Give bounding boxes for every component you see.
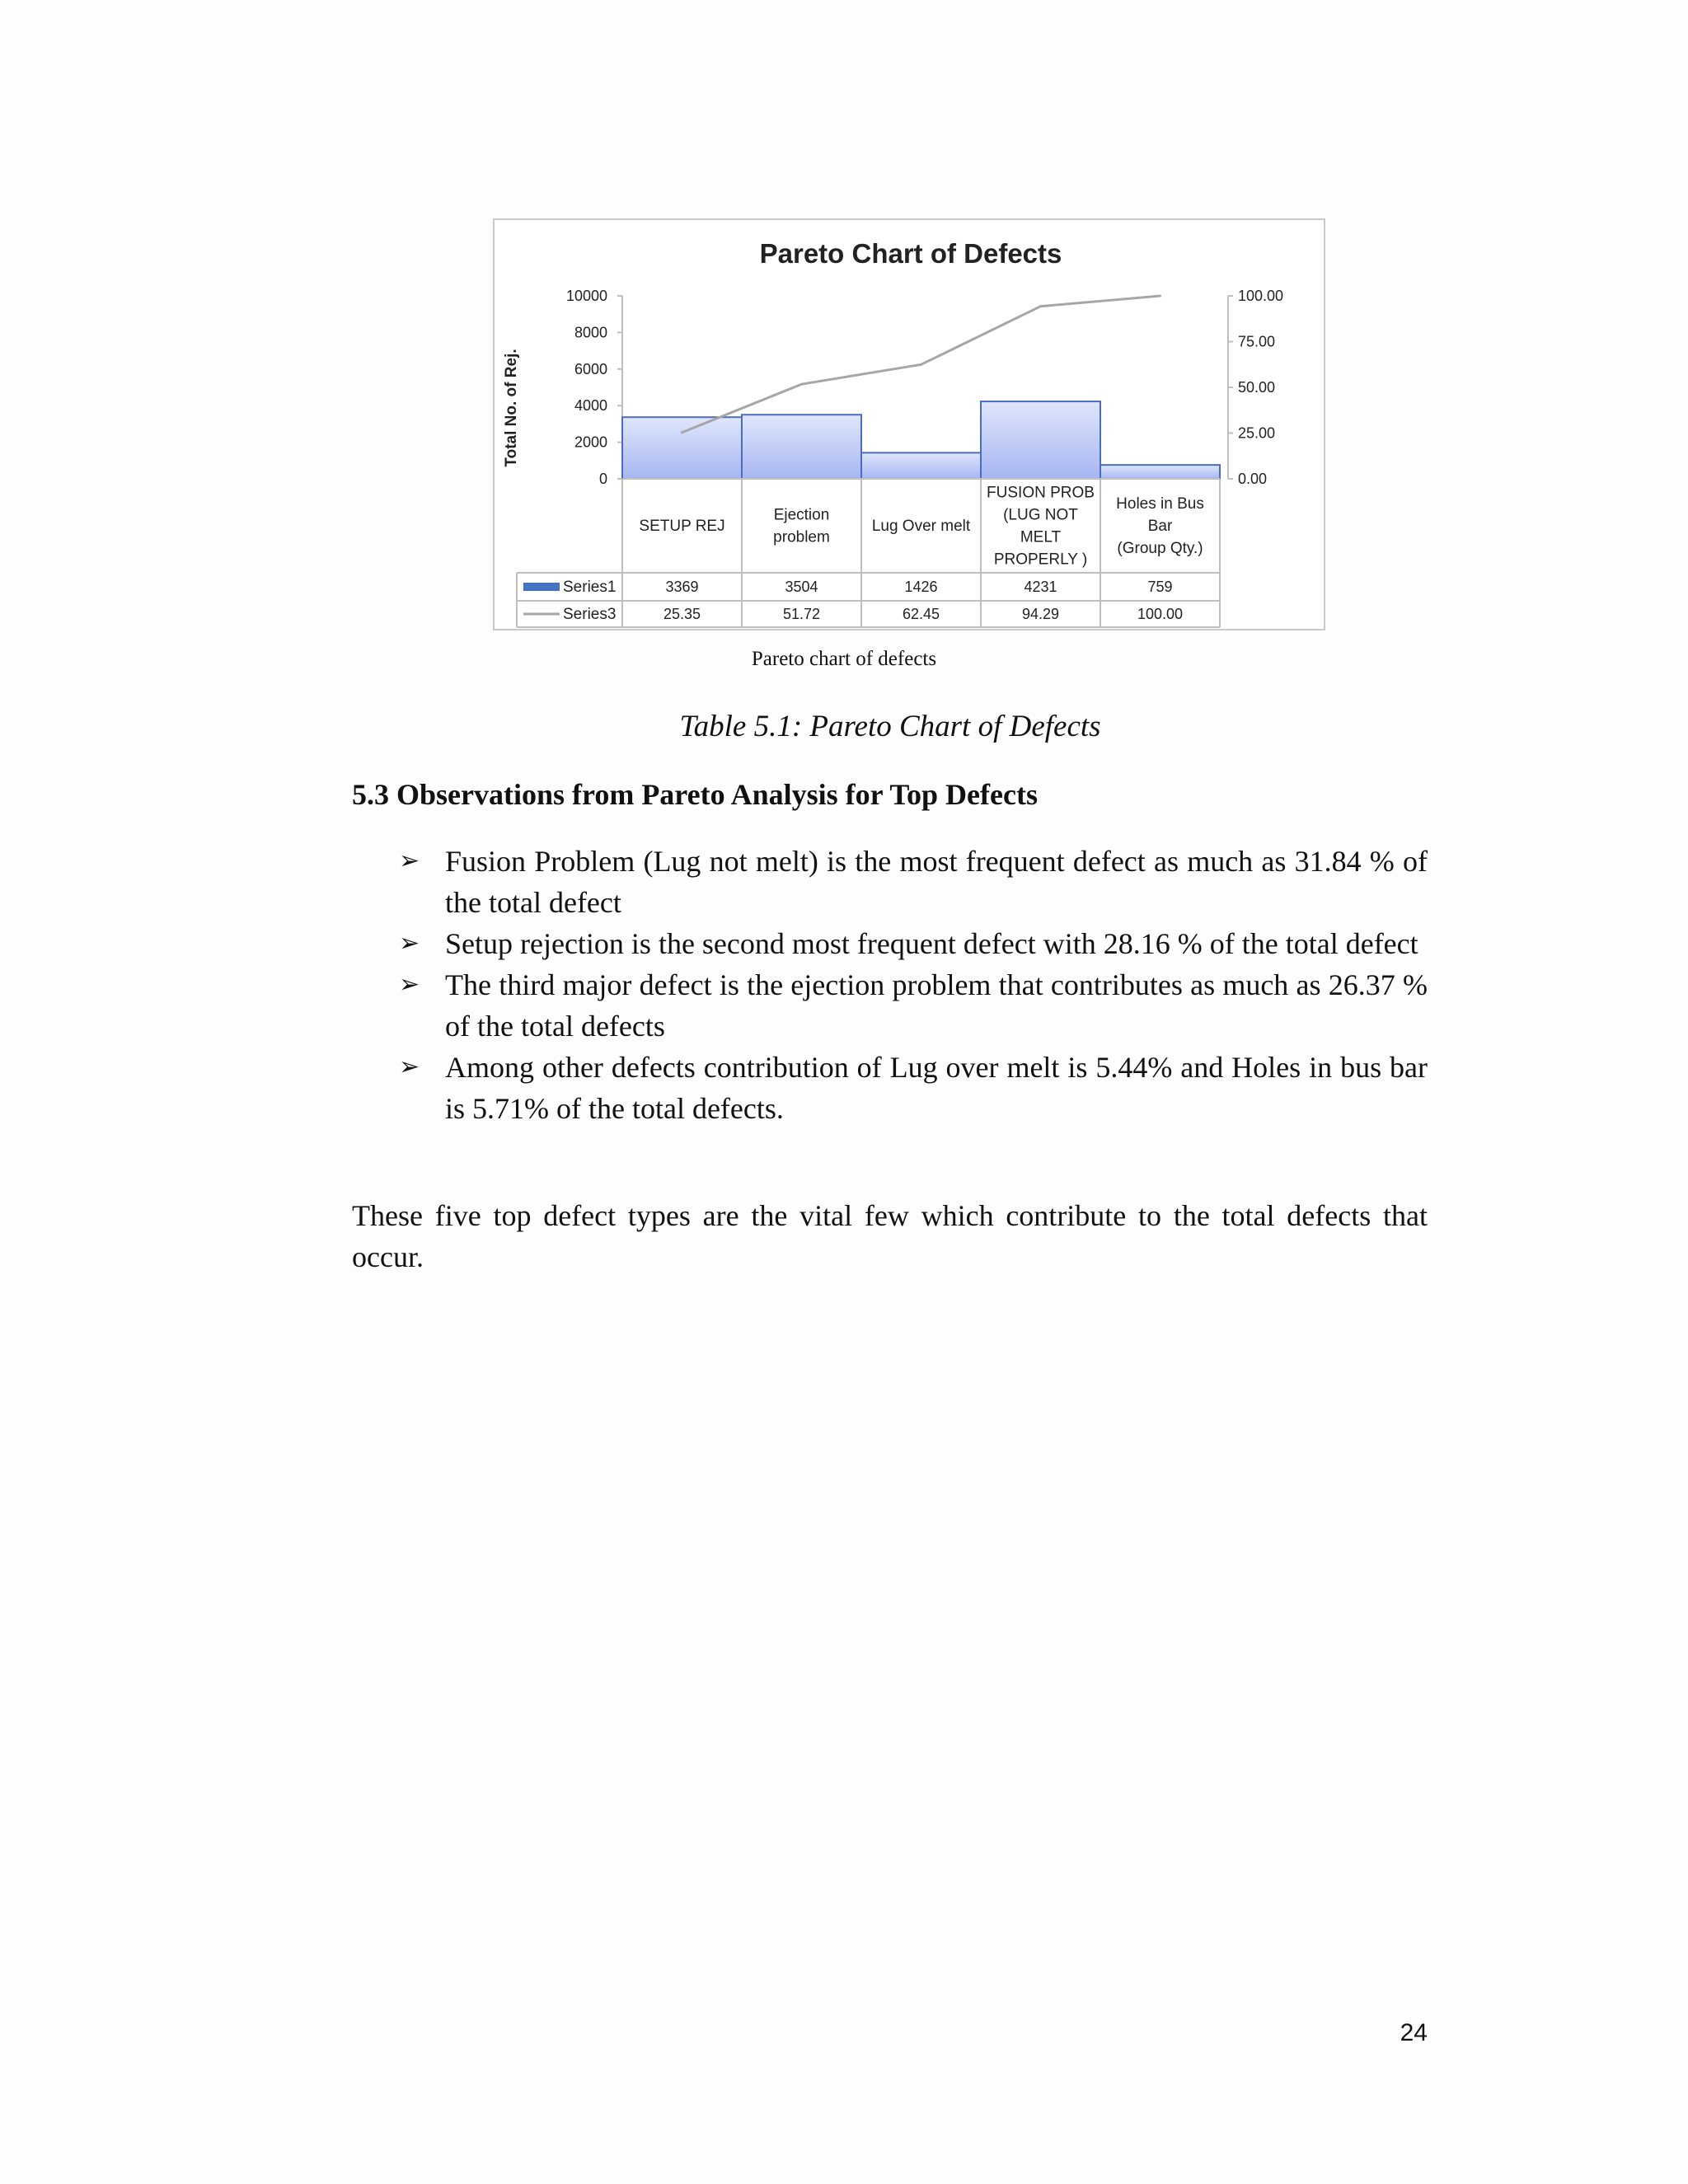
data-label-series3: 100.00 <box>1137 606 1184 622</box>
pareto-chart <box>493 218 1325 630</box>
y-tick-label: 2000 <box>574 434 607 451</box>
category-label: Holes in Bus Bar (Group Qty.) <box>1116 495 1204 557</box>
bar <box>861 452 981 479</box>
line-point <box>920 363 922 366</box>
table-caption: Table 5.1: Pareto Chart of Defects <box>679 710 1101 743</box>
line-point <box>800 383 803 386</box>
data-label-series3: 94.29 <box>1021 606 1060 622</box>
data-label-series1: 3504 <box>785 579 818 595</box>
bullet-text: Fusion Problem (Lug not melt) is the most frequent defect as much as 31.84 % of the total defect <box>445 845 1428 919</box>
y-tick-label: 6000 <box>574 360 607 377</box>
category-label: Ejection problem <box>773 506 830 546</box>
bullet-text: Setup rejection is the second most frequent defect with 28.16 % of the total defect <box>445 927 1418 960</box>
closing-paragraph: These five top defect types are the vital few which contribute to the total defects that occur. <box>352 1199 1428 1273</box>
bullet-item <box>399 841 1428 923</box>
bullet-list <box>399 841 1428 1129</box>
bar <box>981 401 1100 479</box>
category-label: SETUP REJ <box>639 518 725 535</box>
bullet-text: The third major defect is the ejection problem that contributes as much as 26.37 % of the total defects <box>445 968 1428 1043</box>
legend-label-series3: Series3 <box>563 606 617 623</box>
data-label-series3: 62.45 <box>902 606 940 622</box>
y2-tick-label: 100.00 <box>1238 288 1284 304</box>
data-label-series1: 4231 <box>1024 579 1057 595</box>
y2-tick-label: 75.00 <box>1238 333 1276 350</box>
y-tick-label: 10000 <box>565 288 607 304</box>
line-point <box>681 431 683 434</box>
y-axis-title: Total No. of Rej. <box>503 349 520 467</box>
y-tick-label: 0 <box>598 471 607 487</box>
y-tick-label: 4000 <box>574 397 607 415</box>
arrowhead-bullet-icon: ➢ <box>399 929 420 958</box>
bullet-item <box>399 923 1428 964</box>
category-label: FUSION PROB (LUG NOT MELT PROPERLY ) <box>987 484 1095 569</box>
y-tick-label: 8000 <box>574 324 607 341</box>
data-label-series1: 759 <box>1147 579 1173 595</box>
data-label-series3: 25.35 <box>663 606 701 622</box>
legend-label-series1: Series1 <box>563 579 617 596</box>
y2-tick-label: 50.00 <box>1238 379 1276 396</box>
line-point <box>1039 305 1042 307</box>
line-point <box>1159 295 1161 298</box>
bar <box>742 415 861 479</box>
arrowhead-bullet-icon: ➢ <box>399 846 420 875</box>
figure-caption: Pareto chart of defects <box>751 648 937 670</box>
section-heading: 5.3 Observations from Pareto Analysis for Top Defects <box>352 778 1038 811</box>
bullet-item <box>399 964 1428 1047</box>
arrowhead-bullet-icon: ➢ <box>399 970 420 999</box>
legend-key-series1 <box>523 583 560 591</box>
y2-tick-label: 25.00 <box>1238 424 1276 442</box>
data-label-series1: 3369 <box>665 579 699 595</box>
category-label: Lug Over melt <box>871 518 971 535</box>
chart-canvas <box>495 220 1327 632</box>
data-label-series1: 1426 <box>904 579 938 595</box>
bar <box>1100 465 1220 479</box>
data-label-series3: 51.72 <box>782 606 821 622</box>
arrowhead-bullet-icon: ➢ <box>399 1052 420 1081</box>
bullet-text: Among other defects contribution of Lug over melt is 5.44% and Holes in bus bar is 5.71% of the total defects. <box>445 1051 1428 1125</box>
bullet-item <box>399 1047 1428 1129</box>
page-number: 24 <box>1400 2019 1428 2046</box>
chart-title: Pareto Chart of Defects <box>759 238 1062 269</box>
bar <box>622 417 742 479</box>
y2-tick-label: 0.00 <box>1238 471 1268 487</box>
